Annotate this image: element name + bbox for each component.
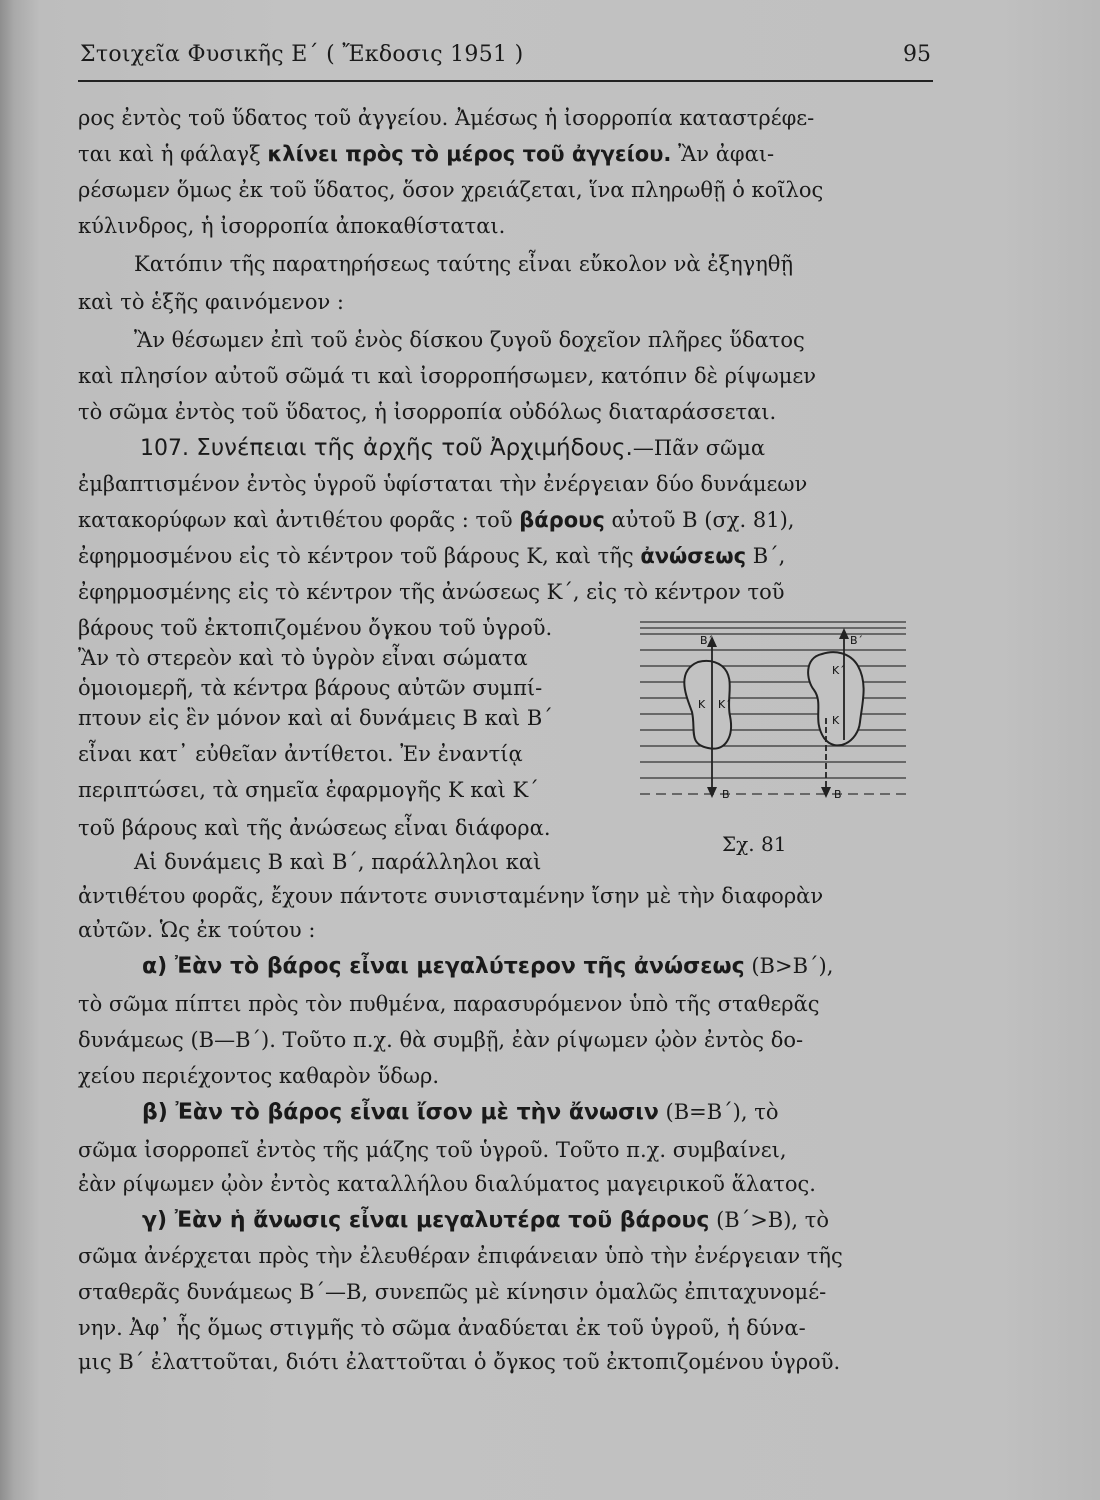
label-k: Κ: [698, 698, 706, 711]
water-lines: [640, 622, 906, 794]
text-line: εἶναι κατ᾽ εὐθεῖαν ἀντίθετοι. Ἐν ἐναντίᾳ: [78, 742, 523, 766]
text-line: ἀντιθέτου φορᾶς, ἔχουν πάντοτε συνισταμένην ἴσην μὲ τὴν διαφορὰν: [78, 884, 824, 908]
label-b: Β: [722, 788, 730, 801]
arrow-down-head: [821, 787, 831, 798]
text-line: τοῦ βάρους καὶ τῆς ἀνώσεως εἶναι διάφορα.: [78, 816, 551, 840]
text-line: σῶμα ἰσορροπεῖ ἐντὸς τῆς μάζης τοῦ ὑγροῦ. Τοῦτο π.χ. συμβαίνει,: [78, 1138, 787, 1162]
case-b-title: β) Ἐὰν τὸ βάρος εἶναι ἴσον μὲ τὴν ἄνωσιν: [142, 1100, 659, 1125]
figure-81: [638, 620, 908, 805]
section-number: 107.: [140, 436, 189, 461]
emphasis: κλίνει πρὸς τὸ μέρος τοῦ ἀγγείου.: [267, 142, 672, 166]
text-line: μις Β΄ ἐλαττοῦται, διότι ἐλαττοῦται ὁ ὄγκος τοῦ ἐκτοπιζομένου ὑγροῦ.: [78, 1350, 841, 1374]
figure-caption: Σχ. 81: [722, 832, 787, 856]
emphasis: ἀνώσεως: [640, 544, 747, 568]
running-header: [78, 40, 933, 82]
case-c-title: γ) Ἐὰν ἡ ἄνωσις εἶναι μεγαλυτέρα τοῦ βάρους: [142, 1208, 710, 1233]
text-line: ται καὶ ἡ φάλαγξ κλίνει πρὸς τὸ μέρος τοῦ ἀγγείου. Ἂν ἀφαι-: [78, 142, 775, 166]
page-number: 95: [903, 42, 931, 67]
text-line: σταθερᾶς δυνάμεως Β΄—Β, συνεπῶς μὲ κίνησιν ὁμαλῶς ἐπιταχυνομέ-: [78, 1280, 827, 1304]
text-line: δυνάμεως (Β—Β΄). Τοῦτο π.χ. θὰ συμβῇ, ἐὰν ρίψωμεν ᾠὸν ἐντὸς δο-: [78, 1028, 804, 1052]
text-line: ἐφηρμοσμένου εἰς τὸ κέντρον τοῦ βάρους Κ, καὶ τῆς ἀνώσεως Β΄,: [78, 544, 786, 568]
label-b-2: Β: [834, 788, 842, 801]
text-line: χείου περιέχοντος καθαρὸν ὕδωρ.: [78, 1064, 440, 1088]
text-line: ὁμοιομερῆ, τὰ κέντρα βάρους αὐτῶν συμπί-: [78, 676, 543, 700]
case-heading: γ) Ἐὰν ἡ ἄνωσις εἶναι μεγαλυτέρα τοῦ βάρους (Β΄>Β), τὸ: [142, 1208, 830, 1233]
text-line: κατακορύφων καὶ ἀντιθέτου φορᾶς : τοῦ βάρους αὐτοῦ Β (σχ. 81),: [78, 508, 795, 532]
text-line: τὸ σῶμα πίπτει πρὸς τὸν πυθμένα, παρασυρόμενον ὑπὸ τῆς σταθερᾶς: [78, 992, 820, 1016]
section-heading: 107. Συνέπειαι τῆς ἀρχῆς τοῦ Ἀρχιμήδους.—Πᾶν σῶμα: [140, 435, 766, 461]
text-line: ἐμβαπτισμένον ἐντὸς ὑγροῦ ὑφίσταται τὴν ἐνέργειαν δύο δυνάμεων: [78, 472, 808, 496]
text-line: ἐὰν ρίψωμεν ᾠὸν ἐντὸς καταλλήλου διαλύματος μαγειρικοῦ ἅλατος.: [78, 1172, 816, 1196]
text-line: ρος ἐντὸς τοῦ ὕδατος τοῦ ἀγγείου. Ἀμέσως ἡ ἰσορροπία καταστρέφε-: [78, 106, 815, 130]
emphasis: βάρους: [519, 508, 605, 532]
label-k-prime-2: Κ΄: [832, 664, 845, 677]
text-line: καὶ τὸ ἑξῆς φαινόμενον :: [78, 290, 344, 314]
text-line: βάρους τοῦ ἐκτοπιζομένου ὄγκου τοῦ ὑγροῦ.: [78, 616, 553, 640]
text-line: Ἂν θέσωμεν ἐπὶ τοῦ ἑνὸς δίσκου ζυγοῦ δοχεῖον πλῆρες ὕδατος: [134, 328, 805, 352]
case-heading: β) Ἐὰν τὸ βάρος εἶναι ἴσον μὲ τὴν ἄνωσιν (Β=Β΄), τὸ: [142, 1100, 779, 1125]
text-line: τὸ σῶμα ἐντὸς τοῦ ὕδατος, ἡ ἰσορροπία οὐδόλως διαταράσσεται.: [78, 400, 777, 424]
text-line: κύλινδρος, ἡ ἰσορροπία ἀποκαθίσταται.: [78, 214, 506, 238]
text-line: πτουν εἰς ἓν μόνον καὶ αἱ δυνάμεις Β καὶ Β΄: [78, 706, 553, 730]
case-heading: α) Ἐὰν τὸ βάρος εἶναι μεγαλύτερον τῆς ἀνώσεως (Β>Β΄),: [142, 954, 834, 979]
text-line: καὶ πλησίον αὐτοῦ σῶμά τι καὶ ἰσορροπήσωμεν, κατόπιν δὲ ρίψωμεν: [78, 364, 817, 388]
arrow-down-head: [707, 787, 717, 798]
text-line: νην. Ἀφ᾽ ἧς ὅμως στιγμῆς τὸ σῶμα ἀναδύεται ἐκ τοῦ ὑγροῦ, ἡ δύνα-: [78, 1316, 806, 1340]
text-line: ρέσωμεν ὅμως ἐκ τοῦ ὕδατος, ὅσον χρειάζεται, ἵνα πληρωθῇ ὁ κοῖλος: [78, 178, 824, 202]
label-b-prime: Β΄: [700, 634, 714, 647]
text-line: σῶμα ἀνέρχεται πρὸς τὴν ἐλευθέραν ἐπιφάνειαν ὑπὸ τὴν ἐνέργειαν τῆς: [78, 1244, 843, 1268]
label-b-prime-2: Β΄: [850, 634, 864, 647]
text-line: Κατόπιν τῆς παρατηρήσεως ταύτης εἶναι εὔκολον νὰ ἐξηγηθῇ: [134, 252, 794, 276]
label-k-2: Κ: [832, 714, 840, 727]
case-a-title: α) Ἐὰν τὸ βάρος εἶναι μεγαλύτερον τῆς ἀνώσεως: [142, 954, 745, 979]
text-line: Αἱ δυνάμεις Β καὶ Β΄, παράλληλοι καὶ: [134, 850, 542, 874]
label-k-prime: Κ΄: [718, 698, 731, 711]
text-line: ἐφηρμοσμένης εἰς τὸ κέντρον τῆς ἀνώσεως Κ΄, εἰς τὸ κέντρον τοῦ: [78, 580, 785, 604]
text-line: Ἂν τὸ στερεὸν καὶ τὸ ὑγρὸν εἶναι σώματα: [78, 646, 528, 670]
header-title: Στοιχεῖα Φυσικῆς Ε΄ ( Ἔκδοσις 1951 ): [80, 42, 524, 67]
text-line: αὐτῶν. Ὡς ἐκ τούτου :: [78, 918, 316, 942]
text-line: περιπτώσει, τὰ σημεῖα ἐφαρμογῆς Κ καὶ Κ΄: [78, 778, 539, 802]
section-title: Συνέπειαι τῆς ἀρχῆς τοῦ Ἀρχιμήδους.: [188, 435, 633, 461]
